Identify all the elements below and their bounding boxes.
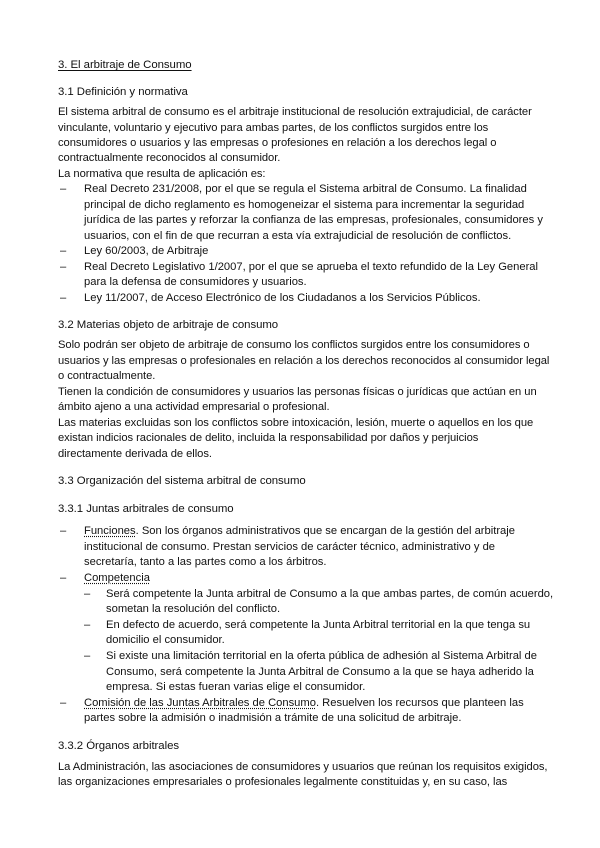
competencia-item-1-line-1: Será competente la Junta arbitral de Consumo a la que ambas partes, de común acuerdo,: [106, 588, 554, 600]
competencia-item-2-line-1: En defecto de acuerdo, será competente la Junta Arbitral territorial en la que tenga su: [106, 619, 531, 631]
funciones-line-3: secretaría, tanto a las partes como a los árbitros.: [84, 556, 327, 568]
normativa-item-3-line-2: para la defensa de consumidores y usuarios.: [84, 276, 307, 288]
dash-bullet: –: [60, 245, 67, 257]
normativa-intro: La normativa que resulta de aplicación es:: [58, 168, 266, 180]
materias-line-7: existan indicios racionales de delito, incluida la responsabilidad por daños y perjuicios: [58, 432, 479, 444]
dash-bullet: –: [60, 261, 67, 273]
heading-3-3-2: 3.3.2 Órganos arbitrales: [58, 740, 179, 752]
comision-text: . Resuelven los recursos que planteen las: [315, 697, 524, 709]
normativa-item-1-line-2: principal de dicho reglamento es homogeneizar el sistema para incrementar la seguridad: [84, 199, 525, 211]
materias-line-6: Las materias excluidas son los conflictos sobre intoxicación, lesión, muerte o aquellos en los que: [58, 417, 534, 429]
dash-bullet: –: [60, 292, 67, 304]
competencia-label: Competencia: [84, 572, 150, 584]
dash-bullet: –: [84, 619, 91, 631]
def-line-4: contractualmente reconocidos al consumidor.: [58, 152, 281, 164]
competencia-item-1-line-2: sometan la resolución del conflicto.: [106, 603, 281, 615]
comision-label: Comisión de las Juntas Arbitrales de Consumo: [84, 697, 316, 709]
heading-section-3: 3. El arbitraje de Consumo: [58, 59, 192, 71]
funciones-line-1: [84, 524, 515, 540]
dash-bullet: –: [84, 650, 91, 662]
dash-bullet: –: [84, 588, 91, 600]
comision-line-2: partes sobre la admisión o inadmisión a trámite de una solicitud de arbitraje.: [84, 712, 462, 724]
competencia-item-2-line-2: domicilio el consumidor.: [106, 634, 225, 646]
dash-bullet: –: [60, 697, 67, 709]
competencia-item-3-line-1: Si existe una limitación territorial en la oferta pública de adhesión al Sistema Arbitral de: [106, 650, 537, 662]
competencia-item-3-line-3: empresa. Si estas fueran varias elige el consumidor.: [106, 681, 366, 693]
def-line-2: vinculante, voluntario y ejecutivo para ambas partes, de los conflictos surgidos entre los: [58, 122, 489, 134]
def-line-1: El sistema arbitral de consumo es el arbitraje institucional de resolución extrajudicial, de carácter: [58, 106, 532, 118]
competencia-item-3-line-2: Consumo, será competente la Junta Arbitral de Consumo a la que se haya adherido la: [106, 666, 534, 678]
dash-bullet: –: [60, 525, 67, 537]
materias-line-2: usuarios y las empresas o profesionales en relación a los derechos reconocidos al consumidor legal: [58, 355, 550, 367]
heading-3-2: 3.2 Materias objeto de arbitraje de consumo: [58, 319, 279, 331]
funciones-text: . Son los órganos administrativos que se encargan de la gestión del arbitraje: [135, 525, 515, 537]
def-line-3: consumidores o usuarios y las empresas o profesiones en relación a los derechos legal o: [58, 137, 497, 149]
organos-line-1: La Administración, las asociaciones de consumidores y usuarios que reúnan los requisitos exigidos,: [58, 761, 548, 773]
normativa-item-2: Ley 60/2003, de Arbitraje: [84, 245, 209, 257]
heading-3-3: 3.3 Organización del sistema arbitral de consumo: [58, 475, 306, 487]
dash-bullet: –: [60, 183, 67, 195]
normativa-item-1-line-3: jurídica de las partes y reforzar la confianza de las empresas, profesionales, consumidores y: [84, 214, 543, 226]
materias-line-4: Tienen la condición de consumidores y usuarios las personas físicas o jurídicas que actúan en un: [58, 386, 537, 398]
normativa-item-3-line-1: Real Decreto Legislativo 1/2007, por el que se aprueba el texto refundido de la Ley General: [84, 261, 539, 273]
materias-line-3: o contractualmente.: [58, 370, 156, 382]
normativa-item-4: Ley 11/2007, de Acceso Electrónico de los Ciudadanos a los Servicios Públicos.: [84, 292, 481, 304]
funciones-line-2: institucional de consumo. Prestan servicios de carácter técnico, administrativo y de: [84, 541, 496, 553]
funciones-label: Funciones: [84, 525, 136, 537]
dash-bullet: –: [60, 572, 67, 584]
materias-line-8: directamente derivada de ellos.: [58, 448, 212, 460]
materias-line-5: ámbito ajeno a una actividad empresarial o profesional.: [58, 401, 330, 413]
comision-line-1: [84, 696, 524, 712]
organos-line-2: las organizaciones empresariales o profesionales legalmente constituidas y, en su caso, las: [58, 776, 508, 788]
heading-3-1: 3.1 Definición y normativa: [58, 86, 188, 98]
materias-line-1: Solo podrán ser objeto de arbitraje de consumo los conflictos surgidos entre los consumidores o: [58, 339, 530, 351]
normativa-item-1-line-4: usuarios, con el fin de que recurran a esta vía extrajudicial de resolución de conflictos.: [84, 230, 512, 242]
normativa-item-1-line-1: Real Decreto 231/2008, por el que se regula el Sistema arbitral de Consumo. La finalidad: [84, 183, 527, 195]
heading-3-3-1: 3.3.1 Juntas arbitrales de consumo: [58, 503, 234, 515]
